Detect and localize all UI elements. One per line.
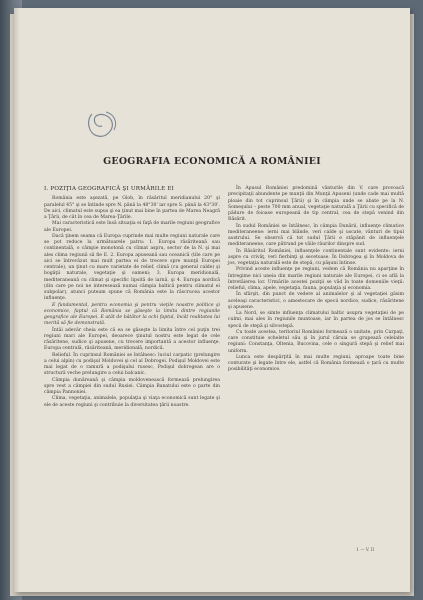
- right-column: [228, 186, 404, 374]
- paragraph: În Apusul României predomină vânturile din V. care provoacă precipitaţii abundente pe munţii din Munţii Apuseni (unde cade mai multă ploaie din tot cuprinsul Ţării) şi în câmpia unde se abate pe la N. Someşului – peste 700 mm anual, vegetaţie naturală a Ţării cu specifică de pădure de foioase europeană de tip central, cea de stepă venind din Răsărit.: [228, 186, 404, 223]
- left-column: [44, 186, 220, 409]
- document-page: [14, 8, 410, 592]
- paragraph: România este aşezată, pe Glob, în răsăritul meridianului 20° şi paralelul 45° şi se întinde spre N. până la 48°30' iar spre S. până la 43°30'. De aici, climatul este supus şi ea ţinut mai bine în partea de Marea Neagră a Ţării, de cât în cea de Marea-Ţările.: [44, 196, 220, 220]
- paragraph: În Răsăritul României, influenţele continentale sunt evidente: ierni aspre cu crivăţ, veri fierbinţi şi secetoase. În Dobrogea şi în Moldova de jos, vegetaţia naturală este de stepă, cu păşuni întinse.: [228, 248, 404, 266]
- paragraph: În sfârşit, din punct de vedere al animalelor şi al vegetaţiei găsim aceleaşi caracteristici, o amestecare de specii nordice, sudice, răsăritene şi apusene.: [228, 292, 404, 310]
- paragraph: Întâi adevăr cheia este că ea se găseşte la limita între cel puţin trei regiuni mari ale Europei, deoarece ţinutul nostru este legat de cele răsăritene, sudice şi apusene, cu trecere importantă a acestor influenţe. Europa centrală, răsăriteană, meridională, nordică.: [44, 327, 220, 352]
- paragraph: Relieful. În cuprinsul României se întâlnesc: luciul carpatic (prelungire a celui alpin) cu podişul Moldovei şi cel al Dobrogei. Podişul Moldovei este mai legat de o ramură a podişului rusesc, Podişul dobrogean are o structură veche prelungire a celui balcanic.: [44, 352, 220, 377]
- paragraph: Lunca este despărţită în mai multe regiuni, aproape toate bine conturate şi legate între ele, astfel că România formează o ţară cu multe posibilităţi economice.: [228, 354, 404, 373]
- paragraph: E fundamental, pentru economia şi pentru vieţile noastre politice şi economice, faptul că România se găseşte la limita dintre regiunile geografice ale Europei. E atât de bătător la ochi faptul, încât realitatea lui merită să fie demonstrată.: [44, 302, 220, 327]
- paragraph: Mai caracteristică este însă situaţia ei faţă de marile regiuni geografice ale Europei.: [44, 221, 220, 233]
- page-fold-shadow: [14, 8, 20, 592]
- document-title: GEOGRAFIA ECONOMICĂ A ROMÂNIEI: [103, 156, 321, 167]
- handwritten-mark-icon: [84, 108, 124, 142]
- paragraph: Câmpia dunăreană şi câmpia moldovenească formează prelungirea spre vest a câmpiei din sudul Rusiei. Câmpia Banatului este o parte din câmpia Pannoniei.: [44, 377, 220, 395]
- paragraph: Clima, vegetaţia, animalele, populaţia şi viaţa economică sunt legate şi ele de aceste regiuni şi contribuie la diversitatea ţării noastre.: [44, 396, 220, 408]
- paragraph: În sudul României se întâlnesc, în câmpia Dunării, influenţe climatice mediteraneene: ierni mai blânde, veri calde şi uscate, vânturi de tipul austrului. Se observă că tot sudul Ţării e stăpânit de influenţele mediteraneene, care pătrund pe văile râurilor dinspre sud.: [228, 223, 404, 248]
- paragraph: Dacă ţinem seama că Europa cuprinde mai multe regiuni naturale care se pot reduce la următoarele patru: 1. Europa răsăriteană sau continentală, o câmpie monotonă cu climat aspru, sector de la N. şi mai ales clima regiunii să fie E. 2. Europa apuseană sau oceanică (tile care pe aici se întrevăzut mai mult partea ei de trecere spre munţii Europei centrale), un ţinut cu mare varietate de relief, climă (cu general calde) şi bogăţii naturale, vegetaţie şi oameni; 3. Europa meridională, mediteraneană cu climat şi specific lipsită de iarnă, şi 4. Europa nordică (din care pe noi ne interesează numai câmpia baltică pentru climatul ei subpolar), atunci puteam spune că România este la răscrucea acestor influenţe.: [44, 233, 220, 302]
- paragraph: Privind aceste influenţe pe regiuni, vedem că România nu aparţine în întregime nici uneia din marile regiuni naturale ale Europei, ci se află la întretăierea lor. Urmările acestei poziţii se văd în toate domeniile vieţii: relieful, clima, apele, vegetaţia, fauna, populaţia şi economia.: [228, 267, 404, 291]
- paragraph: Cu toate acestea, teritoriul României formează o unitate, prin Carpaţi, care constituie scheletul său şi în jurul căruia se grupează celelalte regiuni: Constanţa, Oltenia, Bucovina, cele o singură stepă şi relief mai uniform.: [228, 329, 404, 354]
- page-signature-mark: 1 — V. II: [356, 547, 374, 552]
- section-heading: I. POZIŢIA GEOGRAFICĂ ŞI URMĂRILE EI: [44, 186, 175, 192]
- paragraph: La Nord, se simte influenţa climatului baltic asupra vegetaţiei de pe culmi, mai ales în regiunile muntoase, iar în partea de jos se întâlnesc specii de stepă şi silvostepă.: [228, 311, 404, 329]
